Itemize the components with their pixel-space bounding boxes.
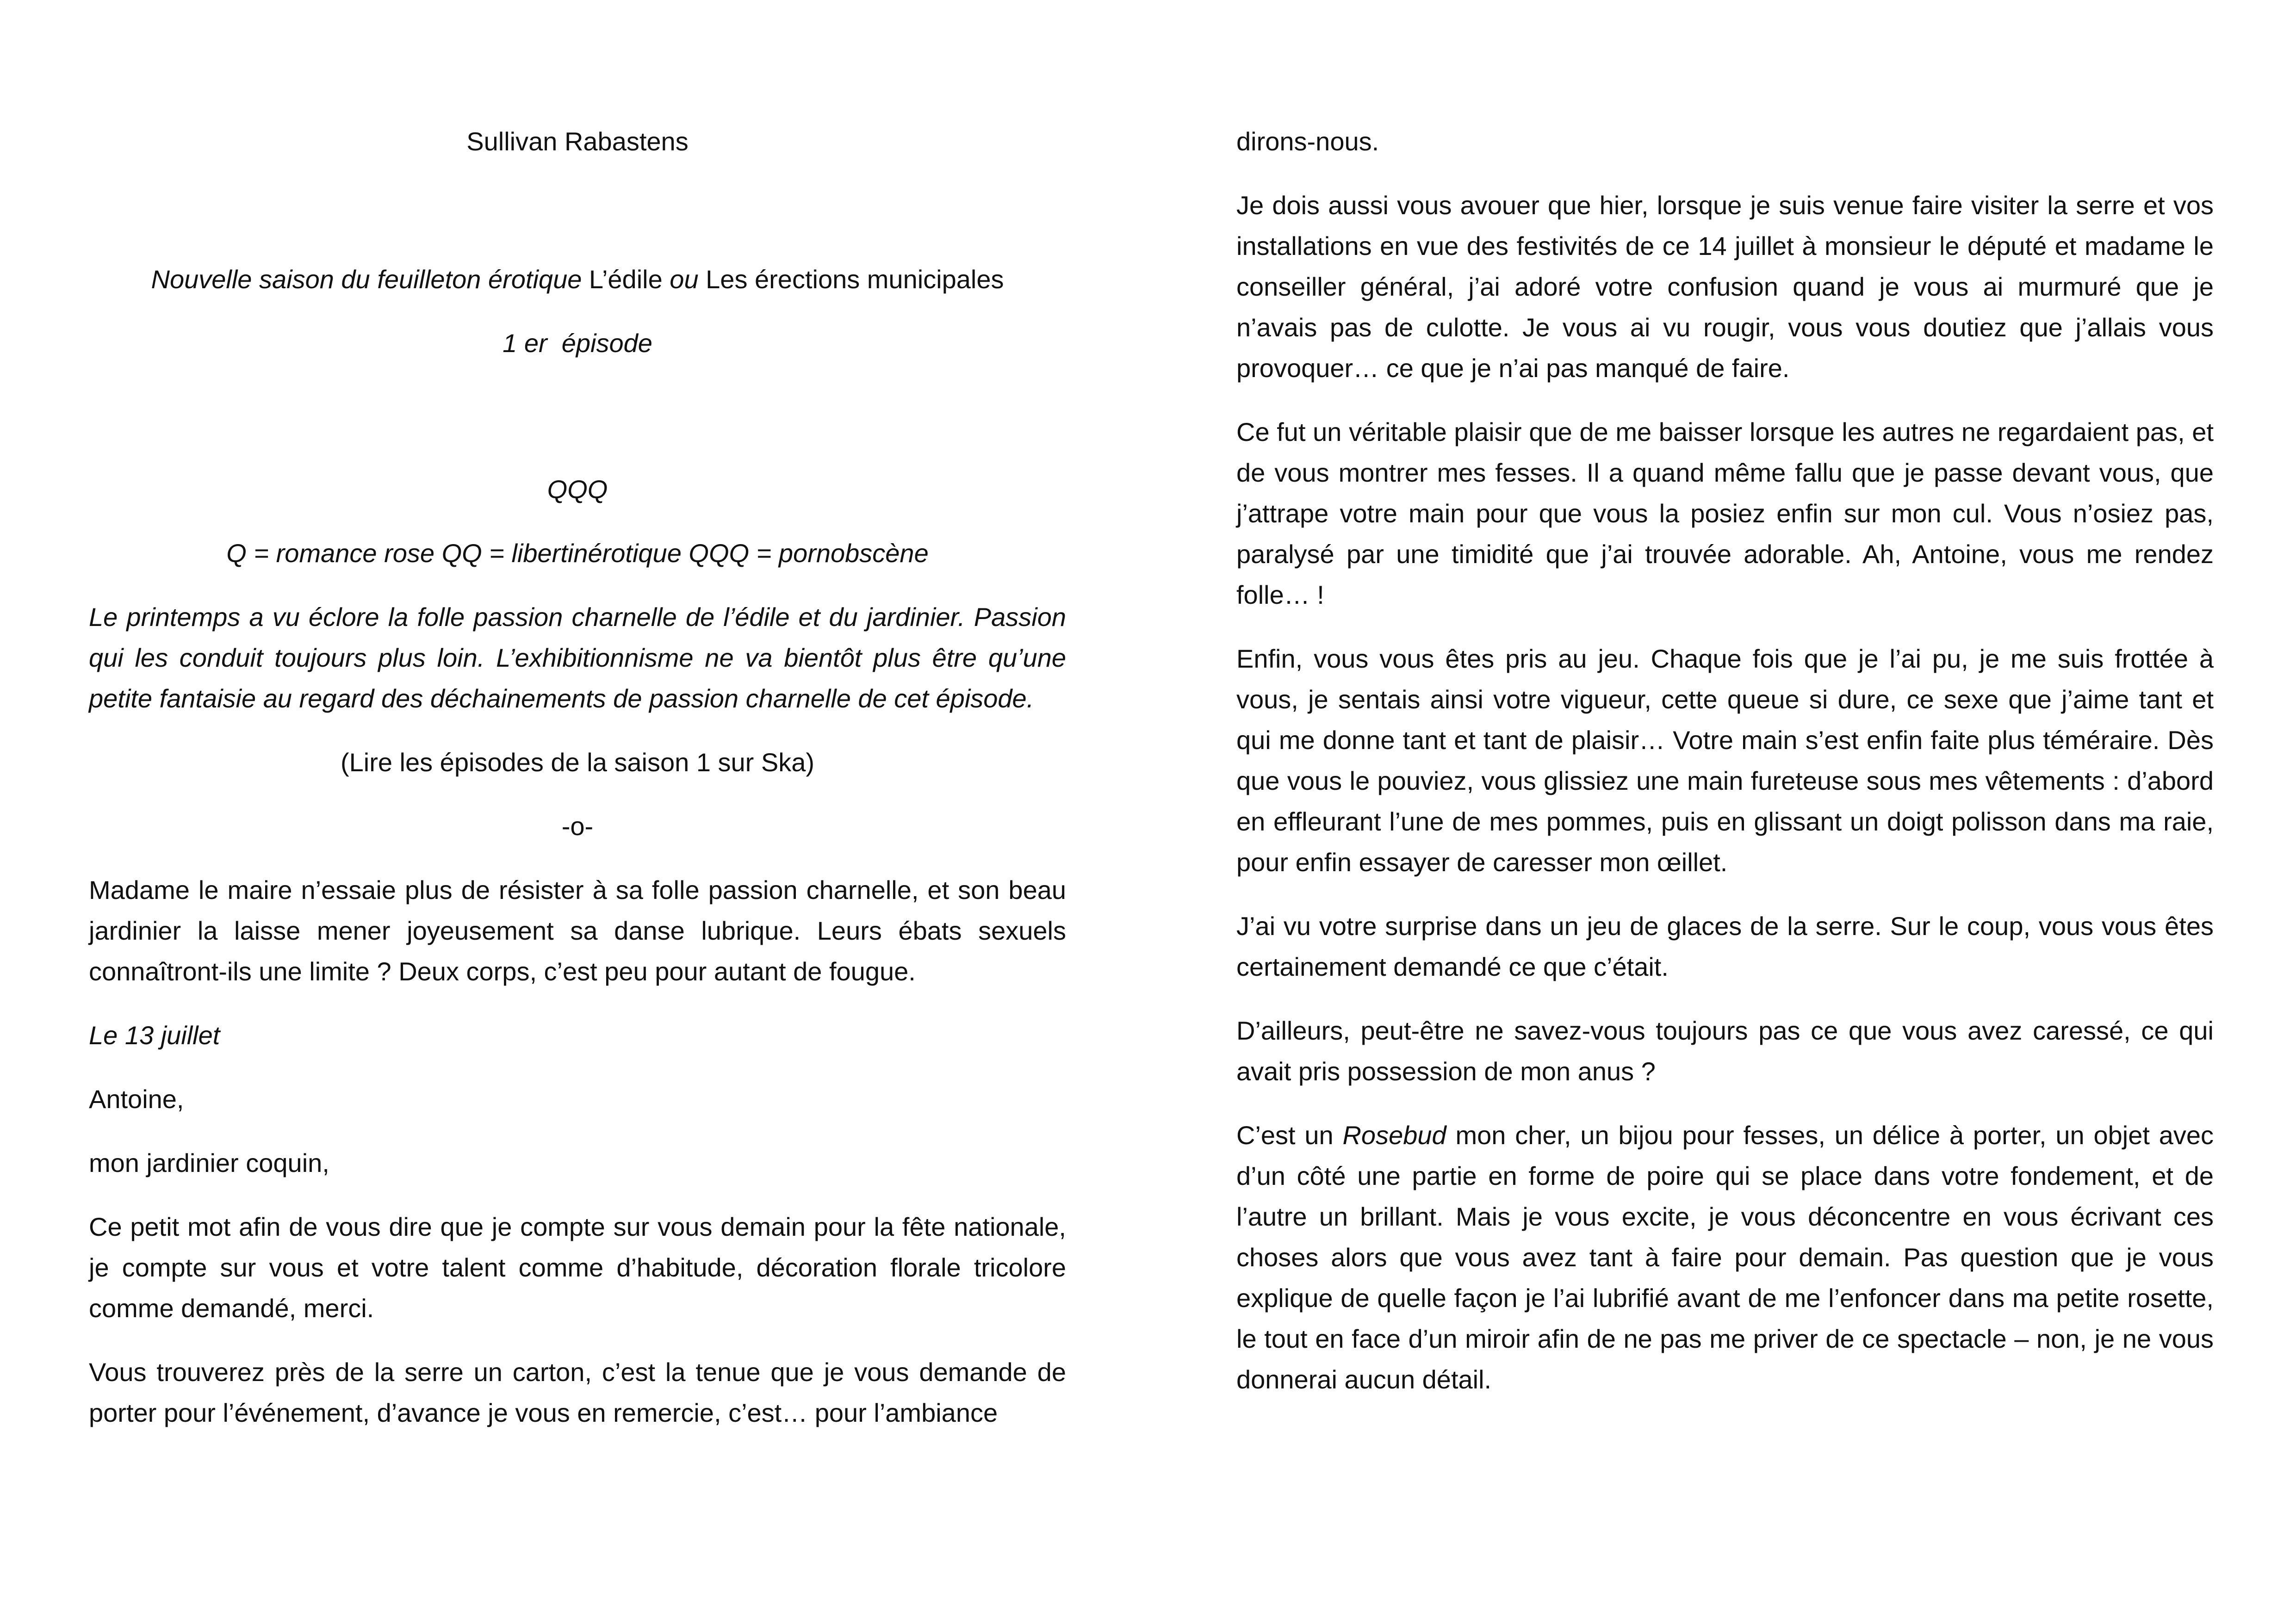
rating: QQQ — [547, 475, 608, 504]
letter-paragraph-3: Je dois aussi vous avouer que hier, lorsque je suis venue faire visiter la serre et vos installations en vue des festivités de ce 14 juillet à monsieur le député et madame le conseiller général, j’ai adoré votre confusion quand je vous ai murmuré que je n’avais pas de culotte. Je vous ai vu rougir, vous vous doutiez que j’allais vous provoquer… ce que je n’ai pas manqué de faire. — [1236, 191, 2214, 383]
para8-part3: mon cher, un bijou pour fesses, un délice à porter, un objet avec d’un côté une partie en forme de poire qui se place dans votre fondement, et de l’autre un brillant. Mais je vous excite, je vous déconcentre en vous écrivant ces choses alors que vous avez tant à faire pour demain. Pas question que je vous explique de quelle façon je l’ai lubrifié avant de me l’enfoncer dans ma petite rosette, le tout en face d’un miroir afin de ne pas me priver de ce spectacle – non, je ne vous donnerai aucun détail. — [1236, 1121, 2214, 1394]
letter-paragraph-1: Ce petit mot afin de vous dire que je compte sur vous demain pour la fête nationale, je compte sur vous et votre talent comme d’habitude, décoration florale tricolore comme demandé, merci. — [89, 1212, 1066, 1323]
author-name: Sullivan Rabastens — [466, 127, 689, 156]
left-column — [89, 121, 1066, 1456]
letter-paragraph-6: J’ai vu votre surprise dans un jeu de glaces de la serre. Sur le coup, vous vous êtes certainement demandé ce que c’était. — [1236, 911, 2214, 981]
letter-paragraph-7: D’ailleurs, peut-être ne savez-vous toujours pas ce que vous avez caressé, ce qui avait pris possession de mon anus ? — [1236, 1016, 2214, 1086]
letter-greeting: Antoine, — [89, 1084, 184, 1114]
subtitle-part1: Nouvelle saison du feuilleton érotique — [151, 265, 582, 294]
episode-label: 1 er épisode — [503, 328, 652, 358]
summary-paragraph: Madame le maire n’essaie plus de résister à sa folle passion charnelle, et son beau jardinier la laisse mener joyeusement sa danse lubrique. Leurs ébats sexuels connaîtront-ils une limite ? Deux corps, c’est peu pour autant de fougue. — [89, 875, 1066, 986]
letter-paragraph-2: Vous trouverez près de la serre un carton, c’est la tenue que je vous demande de porter pour l’événement, d’avance je vous en remercie, c’est… pour l’ambiance — [89, 1357, 1066, 1427]
letter-paragraph-8 — [1236, 1115, 2214, 1400]
para8-part1: C’est un — [1236, 1121, 1343, 1150]
continuation-line: dirons-nous. — [1236, 127, 1379, 156]
subtitle-part2: L’édile — [582, 265, 670, 294]
para8-rosebud: Rosebud — [1342, 1121, 1446, 1150]
letter-paragraph-4: Ce fut un véritable plaisir que de me baisser lorsque les autres ne regardaient pas, et de vous montrer mes fesses. Il a quand même fallu que je passe devant vous, que j’attrape votre main pour que vous la posiez enfin sur mon cul. Vous n’osiez pas, paralysé par une timidité que j’ai trouvée adorable. Ah, Antoine, vous me rendez folle… ! — [1236, 417, 2214, 609]
separator: -o- — [561, 812, 594, 841]
rating-legend: Q = romance rose QQ = libertinérotique QQQ = pornobscène — [226, 539, 929, 568]
subtitle-part3: ou — [670, 265, 699, 294]
intro-paragraph: Le printemps a vu éclore la folle passion charnelle de l’édile et du jardinier. Passion qui les conduit toujours plus loin. L’exhibitionnisme ne va bientôt plus être qu’une petite fantaisie au regard des déchainements de passion charnelle de cet épisode. — [89, 602, 1066, 713]
read-note: (Lire les épisodes de la saison 1 sur Ska) — [340, 748, 815, 777]
letter-paragraph-5: Enfin, vous vous êtes pris au jeu. Chaque fois que je l’ai pu, je me suis frottée à vous, je sentais ainsi votre vigueur, cette queue si dure, ce sexe que j’aime tant et qui me donne tant et tant de plaisir… Votre main s’est enfin faite plus téméraire. Dès que vous le pouviez, vous glissiez une main fureteuse sous mes vêtements : d’abord en effleurant l’une de mes pommes, puis en glissant un doigt polisson dans ma raie, pour enfin essayer de caresser mon œillet. — [1236, 644, 2214, 877]
right-column — [1236, 121, 2214, 1423]
subtitle-part4: Les érections municipales — [698, 265, 1004, 294]
series-subtitle — [89, 259, 1066, 300]
letter-date: Le 13 juillet — [89, 1021, 220, 1050]
letter-salutation: mon jardinier coquin, — [89, 1148, 329, 1177]
